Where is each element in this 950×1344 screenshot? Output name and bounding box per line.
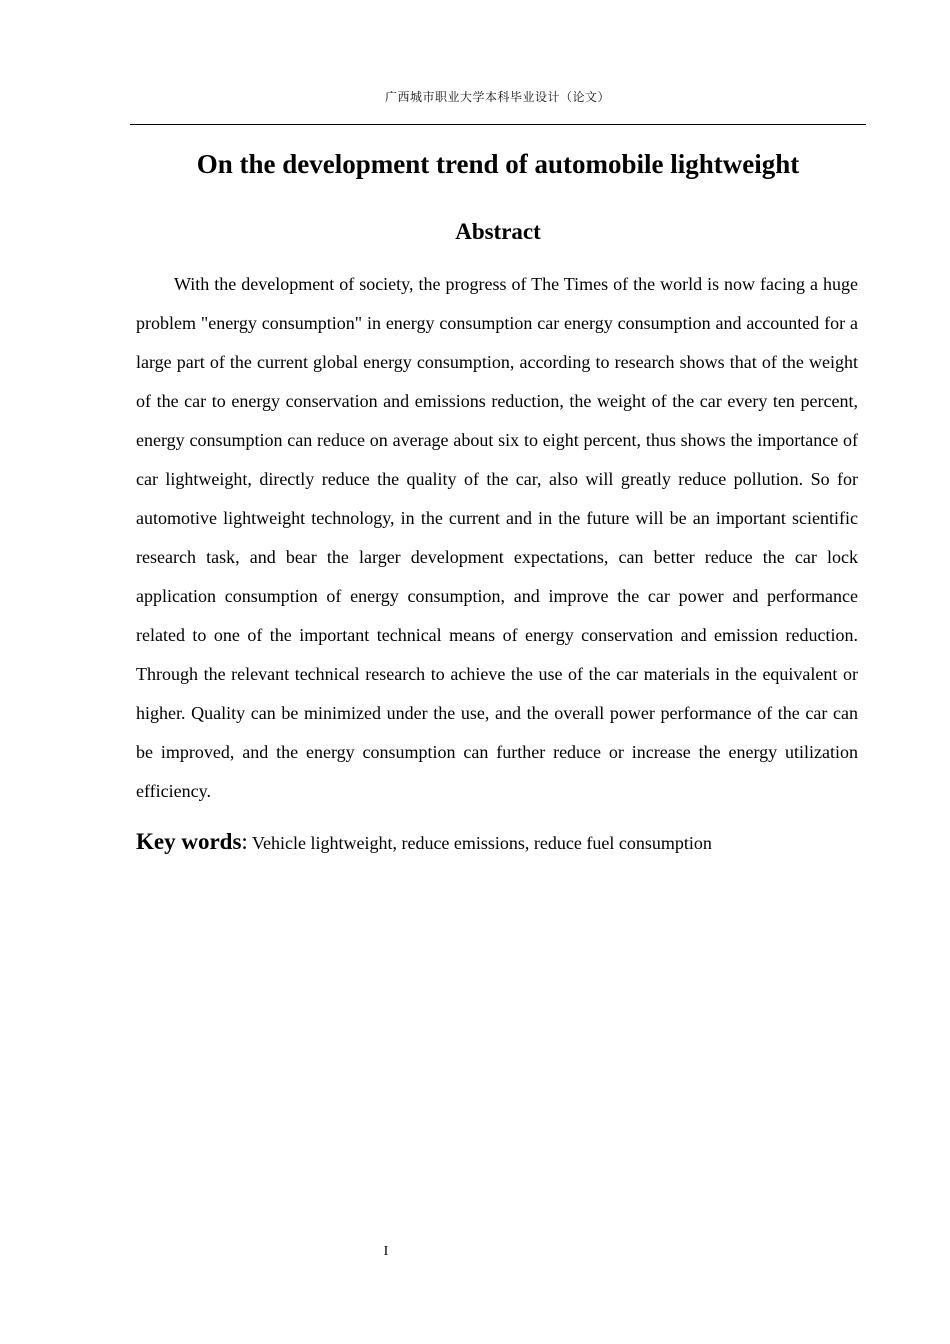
paper-title: On the development trend of automobile lightweight bbox=[196, 149, 800, 179]
keywords-line bbox=[136, 824, 858, 861]
abstract-heading: Abstract bbox=[455, 219, 541, 244]
keywords-text: Vehicle lightweight, reduce emissions, reduce fuel consumption bbox=[247, 833, 712, 853]
page-number: I bbox=[383, 1244, 389, 1259]
running-header: 广西城市职业大学本科毕业设计（论文） bbox=[384, 90, 610, 104]
keywords-label: Key words bbox=[136, 829, 242, 854]
abstract-paragraph: With the development of society, the progress of The Times of the world is now facing a huge problem "energy consumption" in energy consumption car energy consumption and accounted for a large part of the current global energy consumption, according to research shows that of the weight of the car to energy conservation and emissions reduction, the weight of the car every ten percent, energy consumption can reduce on average about six to eight percent, thus shows the importance of car lightweight, directly reduce the quality of the car, also will greatly reduce pollution. So for automotive lightweight technology, in the current and in the future will be an important scientific research task, and bear the larger development expectations, can better reduce the car lock application consumption of energy consumption, and improve the car power and performance related to one of the important technical means of energy conservation and emission reduction. Through the relevant technical research to achieve the use of the car materials in the equivalent or higher. Quality can be minimized under the use, and the overall power performance of the car can be improved, and the energy consumption can further reduce or increase the energy utilization efficiency. bbox=[136, 274, 858, 801]
keywords-separator: : bbox=[241, 829, 248, 854]
header-divider bbox=[130, 124, 866, 125]
